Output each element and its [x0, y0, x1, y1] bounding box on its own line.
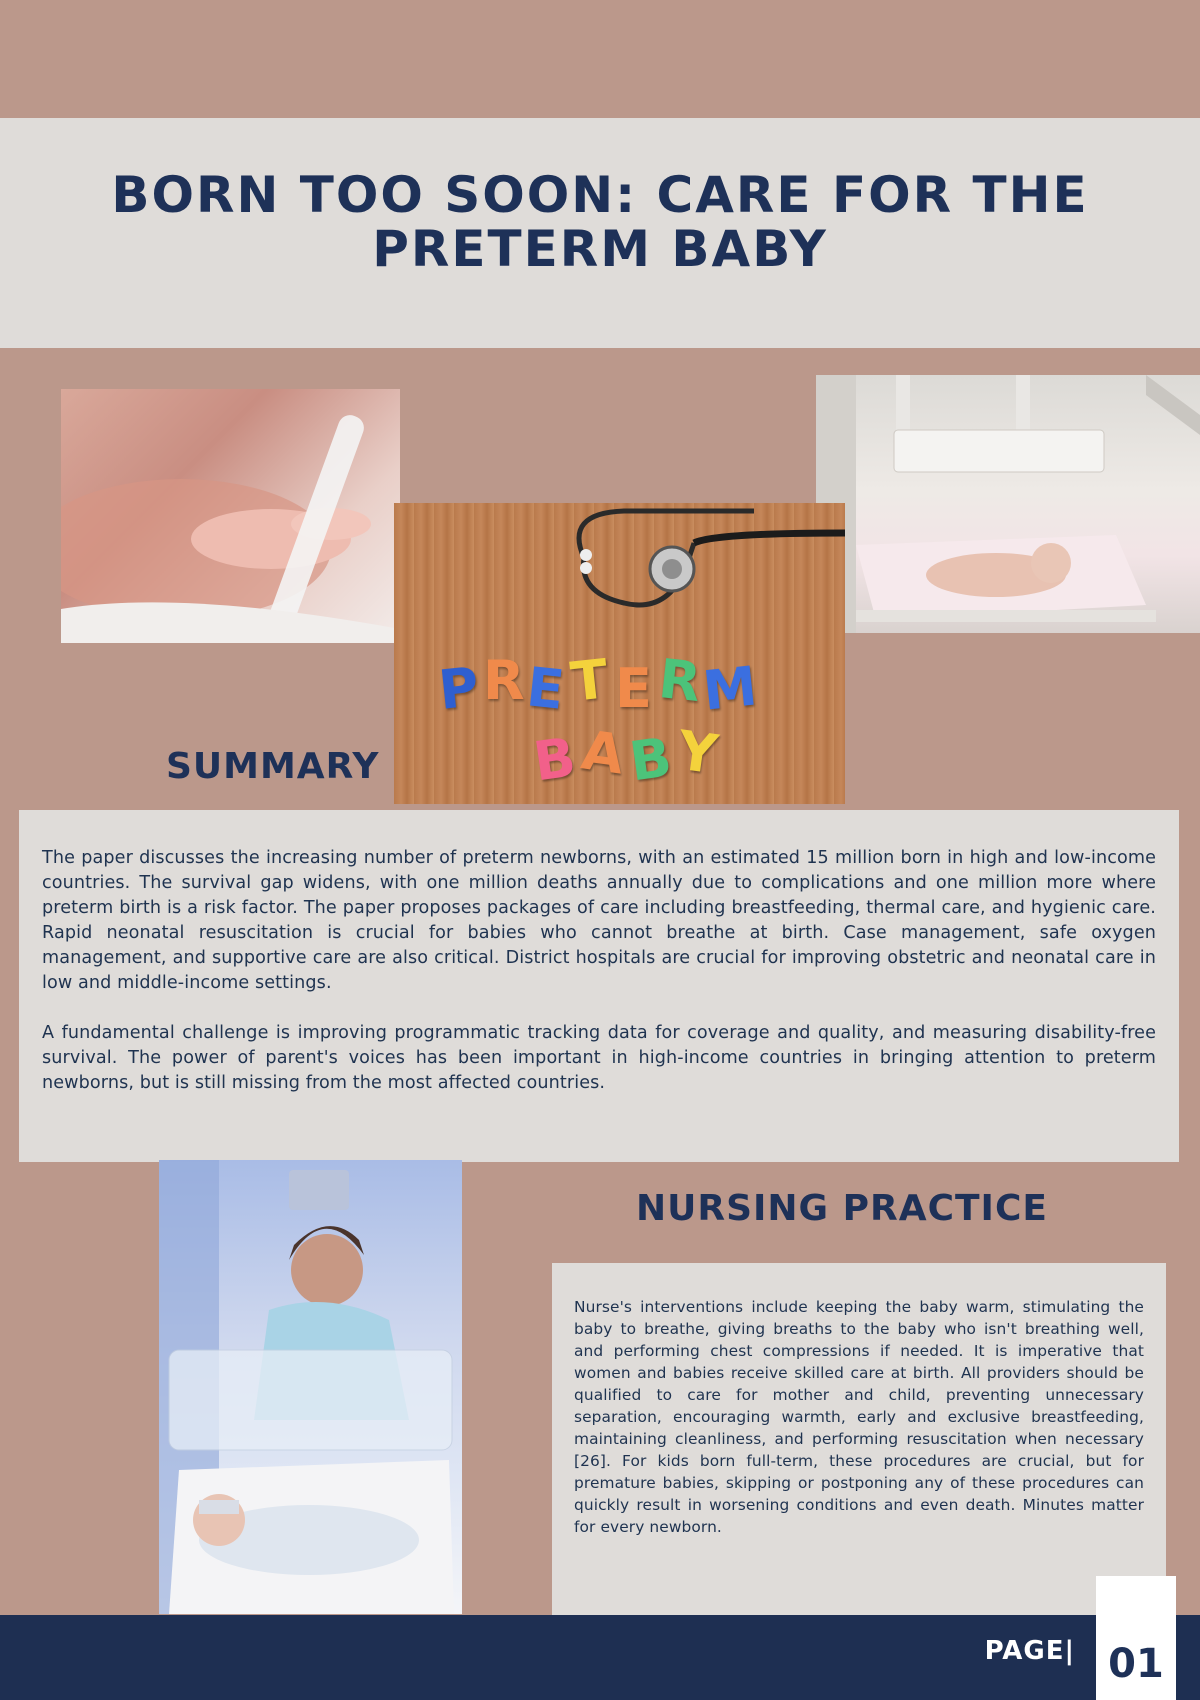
summary-paragraph-2: A fundamental challenge is improving programmatic tracking data for coverage and quality, and measuring disability-free survival. The power of parent's voices has been important in high-income countries in bringing attention to preterm newborns, but is still missing from the most affected countries. [42, 1023, 1156, 1093]
summary-paragraph-1: The paper discusses the increasing number of preterm newborns, with an estimated 15 million born in high and low-income countries. The survival gap widens, with one million deaths annually due to complications and one million more where preterm birth is a risk factor. The paper proposes packages of care including breastfeeding, thermal care, and hygienic care. Rapid neonatal resuscitation is crucial for babies who cannot breathe at birth. Case management, safe oxygen management, and supportive care are also critical. District hospitals are crucial for improving obstetric and neonatal care in low and middle-income settings. [42, 848, 1156, 993]
incubator-illustration [816, 375, 1200, 633]
letter-tile: Y [673, 718, 722, 787]
nursing-practice-panel [552, 1263, 1166, 1636]
nursing-practice-heading: NURSING PRACTICE [636, 1188, 1048, 1229]
nurse-illustration [159, 1160, 462, 1614]
photo-baby-hand [61, 389, 400, 643]
page-label: PAGE| [984, 1636, 1075, 1666]
letter-tile: E [523, 655, 568, 722]
photo-preterm-baby-letters [394, 503, 845, 804]
letter-tile: B [625, 725, 676, 794]
photo-incubator [816, 375, 1200, 633]
letter-tile: B [529, 725, 580, 794]
nursing-practice-text: Nurse's interventions include keeping the baby warm, stimulating the baby to breathe, giving breaths to the baby who isn't breathing well, and performing chest compressions if needed. It is imperative that women and babies receive skilled care at birth. All providers should be qualified to care for mother and child, preventing unnecessary separation, encouraging warmth, early and exclusive breastfeeding, maintaining cleanliness, and performing resuscitation when necessary [26]. For kids born full-term, these procedures are crucial, but for premature babies, skipping or postponing any of these procedures can quickly result in worsening conditions and even death. Minutes matter for every newborn. [574, 1298, 1144, 1536]
letter-tile: M [699, 654, 760, 723]
page-number: 01 [1108, 1641, 1164, 1687]
letter-tile: R [483, 649, 525, 712]
letter-tile: E [615, 657, 652, 720]
page-title: BORN TOO SOON: CARE FOR THE PRETERM BABY [111, 166, 1089, 278]
letter-tile: A [577, 718, 628, 787]
letter-tile: T [567, 647, 612, 714]
letter-tile: R [655, 646, 704, 715]
photo-nurse-incubator [159, 1160, 462, 1614]
summary-heading: SUMMARY [166, 746, 380, 787]
letter-tile: P [435, 655, 482, 722]
summary-panel [19, 810, 1179, 1162]
baby-hand-illustration [61, 389, 400, 643]
